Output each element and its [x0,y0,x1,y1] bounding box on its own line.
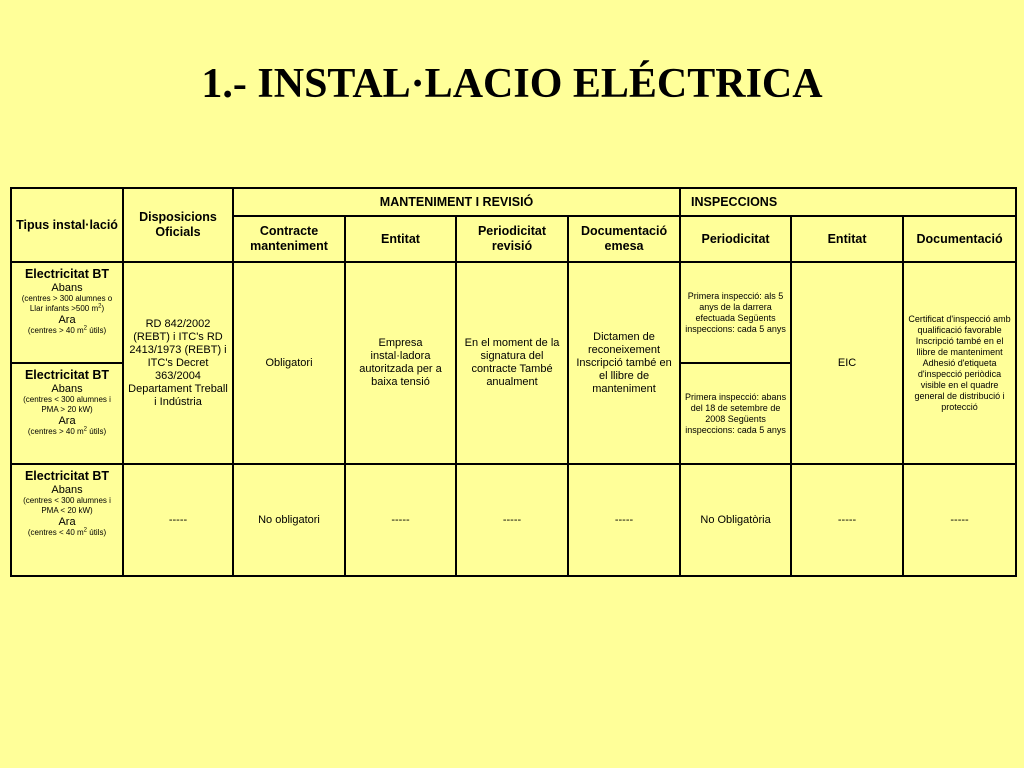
type-cell-3 [11,464,123,576]
header-tipus: Tipus instal·lació [11,188,123,262]
type-abans: Abans [51,484,83,496]
table-row [11,464,1016,576]
type-ara-note: (centres > 40 $m^2$ útils) [27,426,107,436]
header-contracte: Contracte manteniment [233,216,345,262]
type-ara: Ara [58,314,76,326]
table-row [11,262,1016,363]
documentacio-cell: Dictamen de reconeixement Inscripció també en el llibre de manteniment [568,262,680,464]
row3-entitat: ----- [345,464,456,576]
row3-contracte: No obligatori [233,464,345,576]
header-periodicitat-revisio: Periodicitat revisió [456,216,568,262]
row3-periodicitat: ----- [456,464,568,576]
type-abans: Abans [51,383,83,395]
row3-documentacio: ----- [568,464,680,576]
type-abans-note: (centres < 300 alumnes i PMA > 20 kW) [23,395,111,414]
insp-periodicitat-cell-1: Primera inspecció: als 5 anys de la darrera efectuada Següents inspeccions: cada 5 anys [680,262,791,363]
slide-title: 1.- INSTAL·LACIO ELÉCTRICA [201,61,823,107]
insp-documentacio-cell: Certificat d'inspecció amb qualificació favorable Inscripció també en el llibre de manteniment Adhesió d'etiqueta d'inspecció periòdica visible en el quadre general de distribució i protecció [903,262,1016,464]
header-periodicitat-inspeccio: Periodicitat [680,216,791,262]
disposicions-cell: RD 842/2002 (REBT) i ITC's RD 2413/1973 (REBT) i ITC's Decret 363/2004 Departament Treball i Indústria [123,262,233,464]
header-manteniment-group: MANTENIMENT I REVISIÓ [233,188,680,216]
row3-disposicions: ----- [123,464,233,576]
header-documentacio-emesa: Documentació emesa [568,216,680,262]
contracte-cell: Obligatori [233,262,345,464]
header-documentacio-inspeccio: Documentació [903,216,1016,262]
regulations-table [10,187,1017,577]
header-entitat-manteniment: Entitat [345,216,456,262]
header-disposicions: Disposicions Oficials [123,188,233,262]
type-cell-1 [11,262,123,363]
type-ara: Ara [58,516,76,528]
type-title: Electricitat BT [24,267,110,281]
type-abans-note: (centres < 300 alumnes i PMA < 20 kW) [23,496,111,515]
row3-insp-periodicitat: No Obligatòria [680,464,791,576]
type-abans: Abans [51,282,83,294]
row3-insp-entitat: ----- [791,464,903,576]
entitat-cell: Empresa instal·ladora autoritzada per a baixa tensió [345,262,456,464]
type-ara-note: (centres < 40 $m^2$ útils) [27,527,107,537]
insp-entitat-cell: EIC [791,262,903,464]
header-row-groups [11,188,1016,216]
type-cell-2 [11,363,123,464]
type-ara-note: (centres > 40 $m^2$ útils) [27,325,107,335]
insp-periodicitat-cell-2: Primera inspecció: abans del 18 de setembre de 2008 Següents inspeccions: cada 5 anys [680,363,791,464]
header-entitat-inspeccio: Entitat [791,216,903,262]
periodicitat-cell: En el moment de la signatura del contracte També anualment [456,262,568,464]
row3-insp-documentacio: ----- [903,464,1016,576]
type-title: Electricitat BT [24,368,110,382]
type-abans-note: (centres > 300 alumnes o Llar infants >500 $m^2$) [21,294,113,313]
type-ara: Ara [58,415,76,427]
type-title: Electricitat BT [24,469,110,483]
header-inspeccions-group: INSPECCIONS [680,188,1016,216]
